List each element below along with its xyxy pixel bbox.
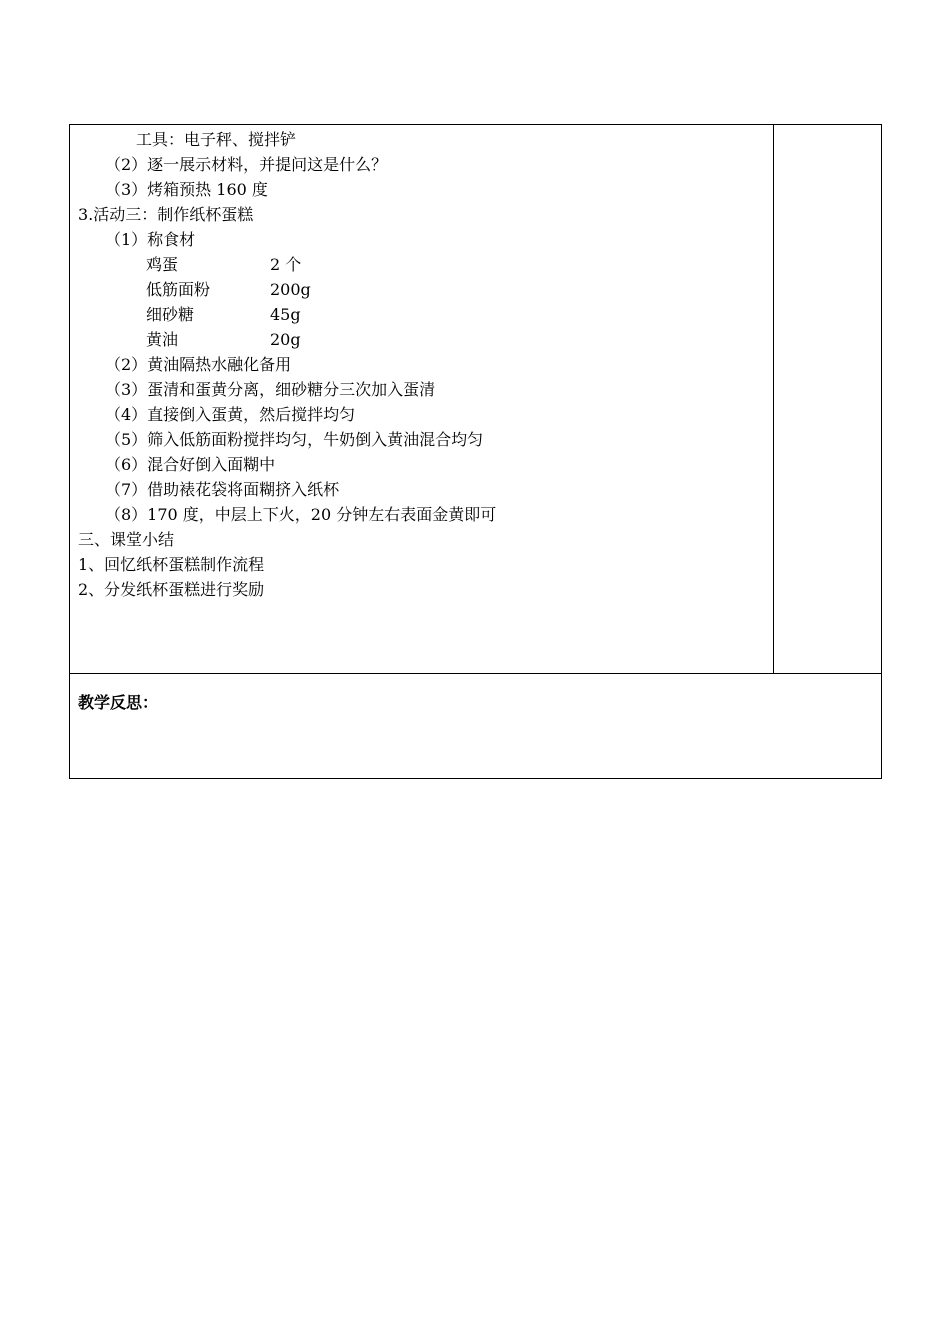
lesson-content-cell: [70, 125, 774, 673]
ingredient-row: [70, 252, 773, 277]
activity-three-title: 3.活动三：制作纸杯蛋糕: [78, 205, 254, 224]
ingredient-amount: 2 个: [270, 255, 302, 274]
weigh-ingredients-step: （1）称食材: [105, 230, 196, 249]
sub-step: （8）170 度，中层上下火，20 分钟左右表面金黄即可: [105, 505, 497, 524]
reflection-label: 教学反思：: [78, 693, 159, 712]
tools-line: 工具：电子秤、搅拌铲: [136, 130, 297, 149]
ingredient-name: 鸡蛋: [146, 255, 179, 274]
reflection-row: [70, 674, 881, 778]
sub-step: （5）筛入低筋面粉搅拌均匀，牛奶倒入黄油混合均匀: [105, 430, 484, 449]
step-preheat-oven: （3）烤箱预热 160 度: [105, 180, 268, 199]
sub-step: （3）蛋清和蛋黄分离，细砂糖分三次加入蛋清: [105, 380, 436, 399]
ingredient-row: [70, 302, 773, 327]
step-show-materials: （2）逐一展示材料，并提问这是什么？: [105, 155, 388, 174]
sub-step: （7）借助裱花袋将面糊挤入纸杯: [105, 480, 340, 499]
notes-cell: [774, 125, 881, 673]
summary-item: 1、回忆纸杯蛋糕制作流程: [78, 555, 265, 574]
lesson-content-row: [70, 125, 881, 674]
sub-step: （2）黄油隔热水融化备用: [105, 355, 292, 374]
ingredient-amount: 45g: [270, 305, 301, 324]
ingredient-name: 细砂糖: [146, 305, 195, 324]
ingredient-amount: 200g: [270, 280, 311, 299]
sub-step: （6）混合好倒入面糊中: [105, 455, 276, 474]
summary-title: 三、课堂小结: [78, 530, 175, 549]
ingredient-name: 黄油: [146, 330, 179, 349]
ingredient-amount: 20g: [270, 330, 301, 349]
ingredient-row: [70, 277, 773, 302]
sub-step: （4）直接倒入蛋黄，然后搅拌均匀: [105, 405, 356, 424]
lesson-plan-table: [69, 124, 882, 779]
ingredient-name: 低筋面粉: [146, 280, 211, 299]
summary-item: 2、分发纸杯蛋糕进行奖励: [78, 580, 265, 599]
ingredient-row: [70, 327, 773, 352]
